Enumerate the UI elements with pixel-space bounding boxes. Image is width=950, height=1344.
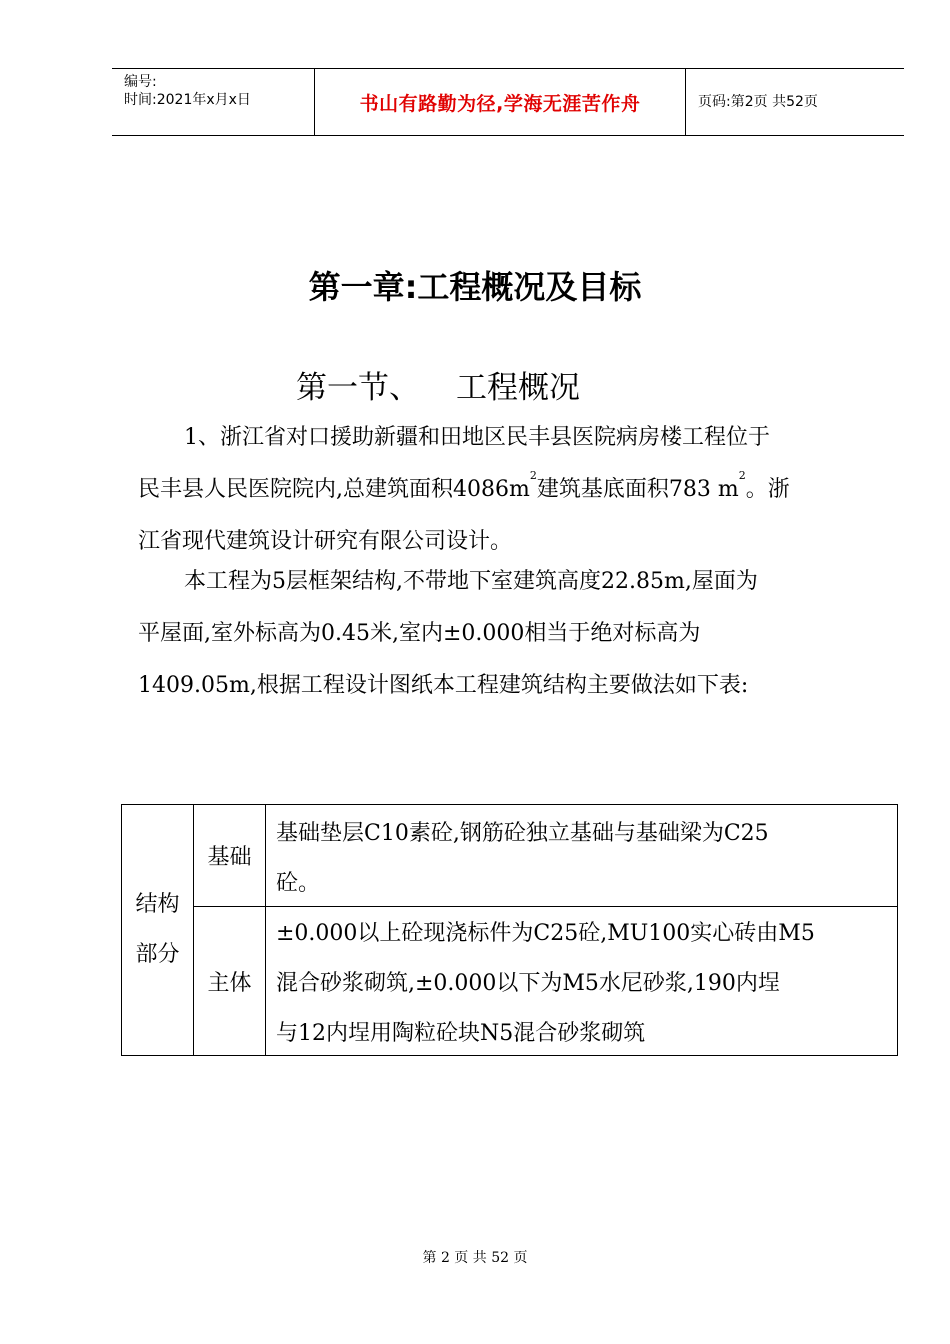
chapter-title: 第一章:工程概况及目标 (308, 268, 642, 306)
header-motto: 书山有路勤为径,学海无涯苦作舟 (359, 92, 641, 115)
table-row-content (266, 907, 897, 1055)
section-number: 第一节、 (296, 370, 420, 406)
table-line: 与12内埕用陶粒砼块N5混合砂浆砌筑 (276, 1021, 646, 1046)
header-meta (112, 69, 314, 135)
table-line: ±0.000以上砼现浇标件为C25砼,MU100实心砖由M5 (276, 921, 815, 946)
header-page-info: 页码:第2页 共52页 (698, 94, 818, 110)
page-footer: 第 2 页 共 52 页 (422, 1250, 528, 1266)
paragraph-line: 平屋面,室外标高为0.45米,室内±0.000相当于绝对标高为 (138, 621, 701, 646)
paragraph-line: 1、浙江省对口援助新疆和田地区民丰县医院病房楼工程位于 (184, 425, 770, 450)
category-line: 部分 (135, 942, 180, 967)
time-label: 时间:2021年x月x日 (124, 92, 251, 108)
structure-table (121, 804, 898, 1056)
page-header (112, 68, 904, 136)
superscript: 2 (529, 469, 537, 482)
paragraph-1 (138, 412, 886, 568)
paragraph-line: 本工程为5层框架结构,不带地下室建筑高度22.85m,屋面为 (184, 569, 758, 594)
table-line: 基础垫层C10素砼,钢筋砼独立基础与基础梁为C25 (276, 821, 769, 846)
serial-label: 编号: (124, 74, 157, 90)
paragraph-line (138, 464, 886, 516)
text-run: 建筑基底面积783 m (536, 477, 739, 502)
table-row-label: 主体 (194, 907, 266, 1055)
section-name: 工程概况 (456, 370, 580, 406)
table-row-content (266, 805, 897, 907)
category-line: 结构 (135, 892, 180, 917)
table-line: 混合砂浆砌筑,±0.000以下为M5水尼砂浆,190内埕 (276, 971, 780, 996)
table-line: 砼。 (276, 871, 321, 896)
table-category (122, 805, 194, 1055)
section-title (296, 362, 580, 407)
paragraph-line: 江省现代建筑设计研究有限公司设计。 (138, 529, 513, 554)
paragraph-2 (138, 556, 886, 712)
text-run: 民丰县人民医院院内,总建筑面积4086m (138, 477, 530, 502)
superscript: 2 (738, 469, 746, 482)
table-row-label: 基础 (194, 805, 266, 907)
header-page-cell (686, 69, 904, 135)
paragraph-line: 1409.05m,根据工程设计图纸本工程建筑结构主要做法如下表: (138, 673, 749, 698)
header-motto-cell (314, 69, 686, 135)
text-run: 。浙 (745, 477, 790, 502)
